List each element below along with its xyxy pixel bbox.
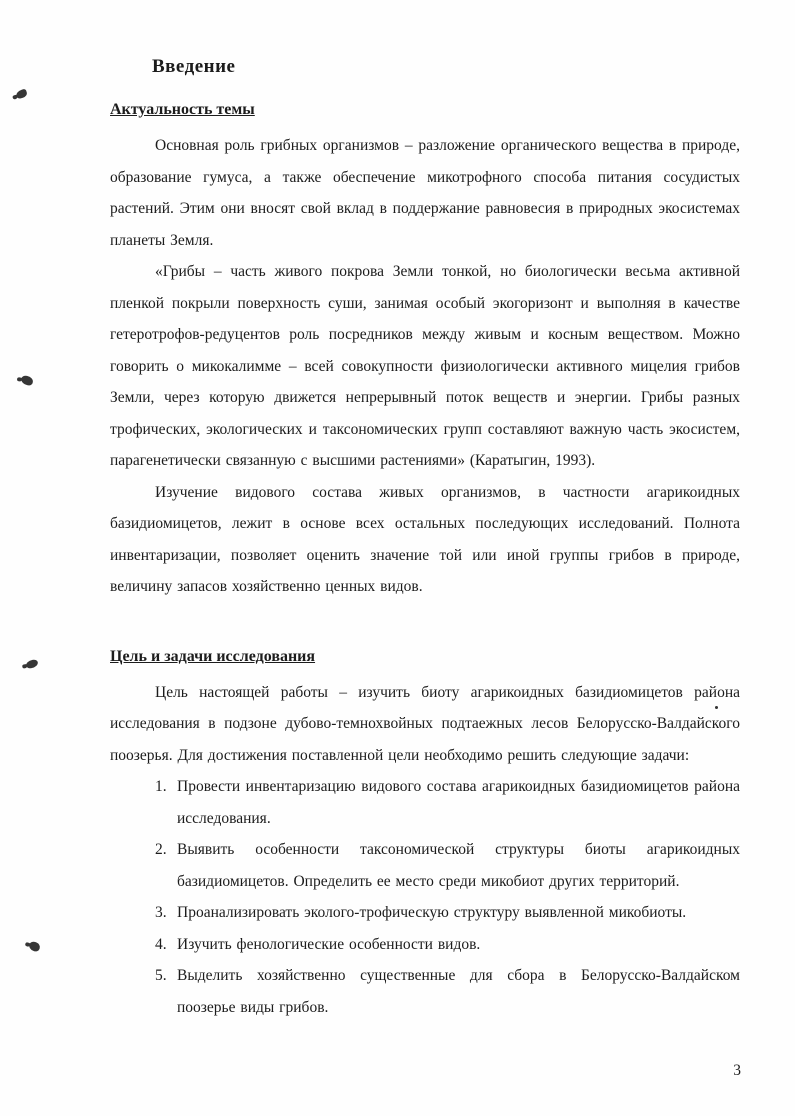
- task-number: 3.: [155, 904, 167, 921]
- page-title: Введение: [152, 56, 236, 77]
- section-heading-relevance: Актуальность темы: [110, 101, 255, 118]
- page-number: 3: [733, 1062, 741, 1079]
- task-text: Провести инвентаризацию видового состава агарикоидных базидиомицетов района исследования.: [177, 778, 740, 827]
- task-text: Выделить хозяйственно существенные для сбора в Белорусско-Валдайском поозерье виды грибов.: [177, 967, 740, 1016]
- section-divider-space: [110, 603, 740, 641]
- section-heading-goals: Цель и задачи исследования: [110, 647, 316, 665]
- task-number: 2.: [155, 841, 167, 858]
- paragraph-quote-karatygin: «Грибы – часть живого покрова Земли тонкой, но биологически весьма активной пленкой покрыли поверхность суши, занимая особый экогоризонт и выполняя в качестве гетеротрофов-редуцентов роль посредников между живым и косным веществом. Можно говорить о микокалимме – всей совокупности физиологически активного мицелия грибов Земли, через которую движется непрерывный поток веществ и энергии. Грибы разных трофических, экологических и таксономических групп составляют важную часть экосистем, парагенетически связанную с высшими растениями» (Каратыгин, 1993).: [110, 263, 740, 469]
- paragraph-goal-statement: Цель настоящей работы – изучить биоту агарикоидных базидиомицетов района исследования в подзоне дубово-темнохвойных подтаежных лесов Белорусско-Валдайского поозерья. Для достижения поставленной цели необходимо решить следующие задачи:: [110, 683, 740, 764]
- task-item-2: [110, 834, 740, 897]
- task-number: 1.: [155, 778, 167, 795]
- task-item-4: [110, 929, 740, 961]
- ink-blot-icon: [28, 940, 41, 952]
- task-text: Изучить фенологические особенности видов.: [177, 935, 481, 953]
- paragraph-species-study: Изучение видового состава живых организмов, в частности агарикоидных базидиомицетов, лежит в основе всех остальных последующих исследований. Полнота инвентаризации, позволяет оценить значение той или иной группы грибов в природе, величину запасов хозяйственно ценных видов.: [110, 483, 740, 595]
- task-text: Выявить особенности таксономической структуры биоты агарикоидных базидиомицетов. Определить ее место среди микобиот других территорий.: [177, 841, 740, 890]
- scan-dot-artifact: [715, 706, 718, 709]
- paragraph-fungi-role: Основная роль грибных организмов – разложение органического вещества в природе, образование гумуса, а также обеспечение микотрофного способа питания сосудистых растений. Этим они вносят свой вклад в поддержание равновесия в природных экосистемах планеты Земля.: [110, 137, 740, 249]
- task-item-5: [110, 960, 740, 1023]
- ink-blot-icon: [25, 659, 38, 669]
- ink-blot-icon: [20, 375, 34, 386]
- task-text: Проанализировать эколого-трофическую структуру выявленной микобиоты.: [177, 904, 687, 921]
- task-item-1: [110, 771, 740, 834]
- task-number: 4.: [155, 935, 167, 953]
- ink-blot-icon: [15, 88, 28, 99]
- task-item-3: [110, 897, 740, 929]
- task-list: [110, 771, 740, 1023]
- task-number: 5.: [155, 967, 167, 984]
